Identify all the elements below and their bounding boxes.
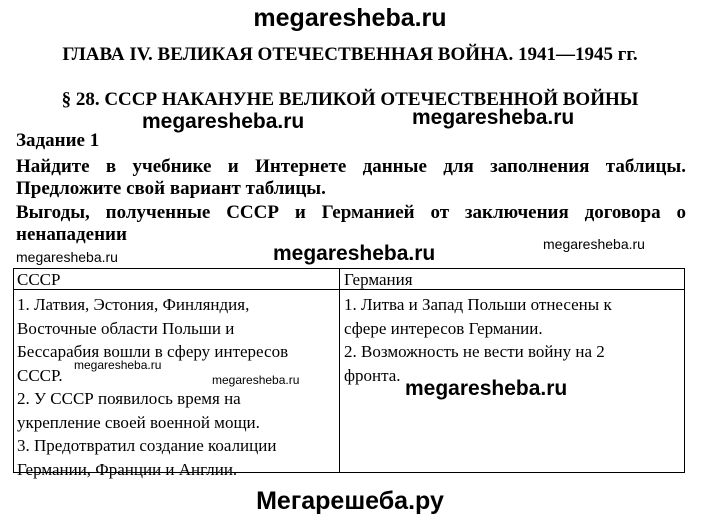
table-header-germany: Германия — [344, 270, 413, 289]
table-line: Бессарабия вошли в сферу интересов — [17, 342, 289, 361]
table-line: укрепление своей военной мощи. — [17, 412, 260, 432]
task-instruction: Найдите в учебнике и Интернете данные для заполнения таблицы. Предложите свой вариант таблицы. — [16, 156, 686, 199]
watermark: megaresheba.ru — [412, 106, 575, 129]
watermark: megaresheba.ru — [543, 236, 645, 252]
task-subtitle: Выгоды, полученные СССР и Германией от заключения договора о ненападении — [16, 202, 686, 245]
table-line: 1. Литва и Запад Польши отнесены к — [344, 295, 612, 314]
table-cell-germany — [344, 293, 682, 387]
task-title: Задание 1 — [16, 130, 100, 151]
watermark-top: megaresheba.ru — [253, 4, 447, 32]
table-line: СССР. — [17, 365, 63, 385]
table-line: сфере интересов Германии. — [344, 318, 543, 338]
table-line: 3. Предотвратил создание коалиции — [17, 436, 277, 455]
watermark: megaresheba.ru — [74, 358, 162, 372]
watermark: megaresheba.ru — [16, 249, 118, 265]
table-line: 2. Возможность не вести войну на 2 — [344, 342, 605, 361]
watermark: megaresheba.ru — [212, 373, 300, 387]
watermark: megaresheba.ru — [273, 242, 436, 265]
table-line: Восточные области Польши и — [17, 318, 235, 338]
table-line: фронта. — [344, 365, 401, 385]
table-line: 2. У СССР появилось время на — [17, 389, 241, 408]
footer-watermark: Мегарешеба.ру — [256, 487, 444, 515]
table-column-divider — [339, 269, 340, 472]
table-cell-ussr — [17, 293, 335, 481]
section-title: § 28. СССР НАКАНУНЕ ВЕЛИКОЙ ОТЕЧЕСТВЕННОЙ ВОЙНЫ — [61, 89, 639, 110]
watermark: megaresheba.ru — [405, 377, 568, 400]
table-header-ussr: СССР — [17, 270, 61, 289]
table-line: Германии, Франции и Англии. — [17, 459, 238, 479]
watermark: megaresheba.ru — [142, 110, 305, 133]
chapter-title: ГЛАВА IV. ВЕЛИКАЯ ОТЕЧЕСТВЕННАЯ ВОЙНА. 1941—1945 гг. — [62, 44, 638, 65]
table-line: 1. Латвия, Эстония, Финляндия, — [17, 295, 250, 314]
